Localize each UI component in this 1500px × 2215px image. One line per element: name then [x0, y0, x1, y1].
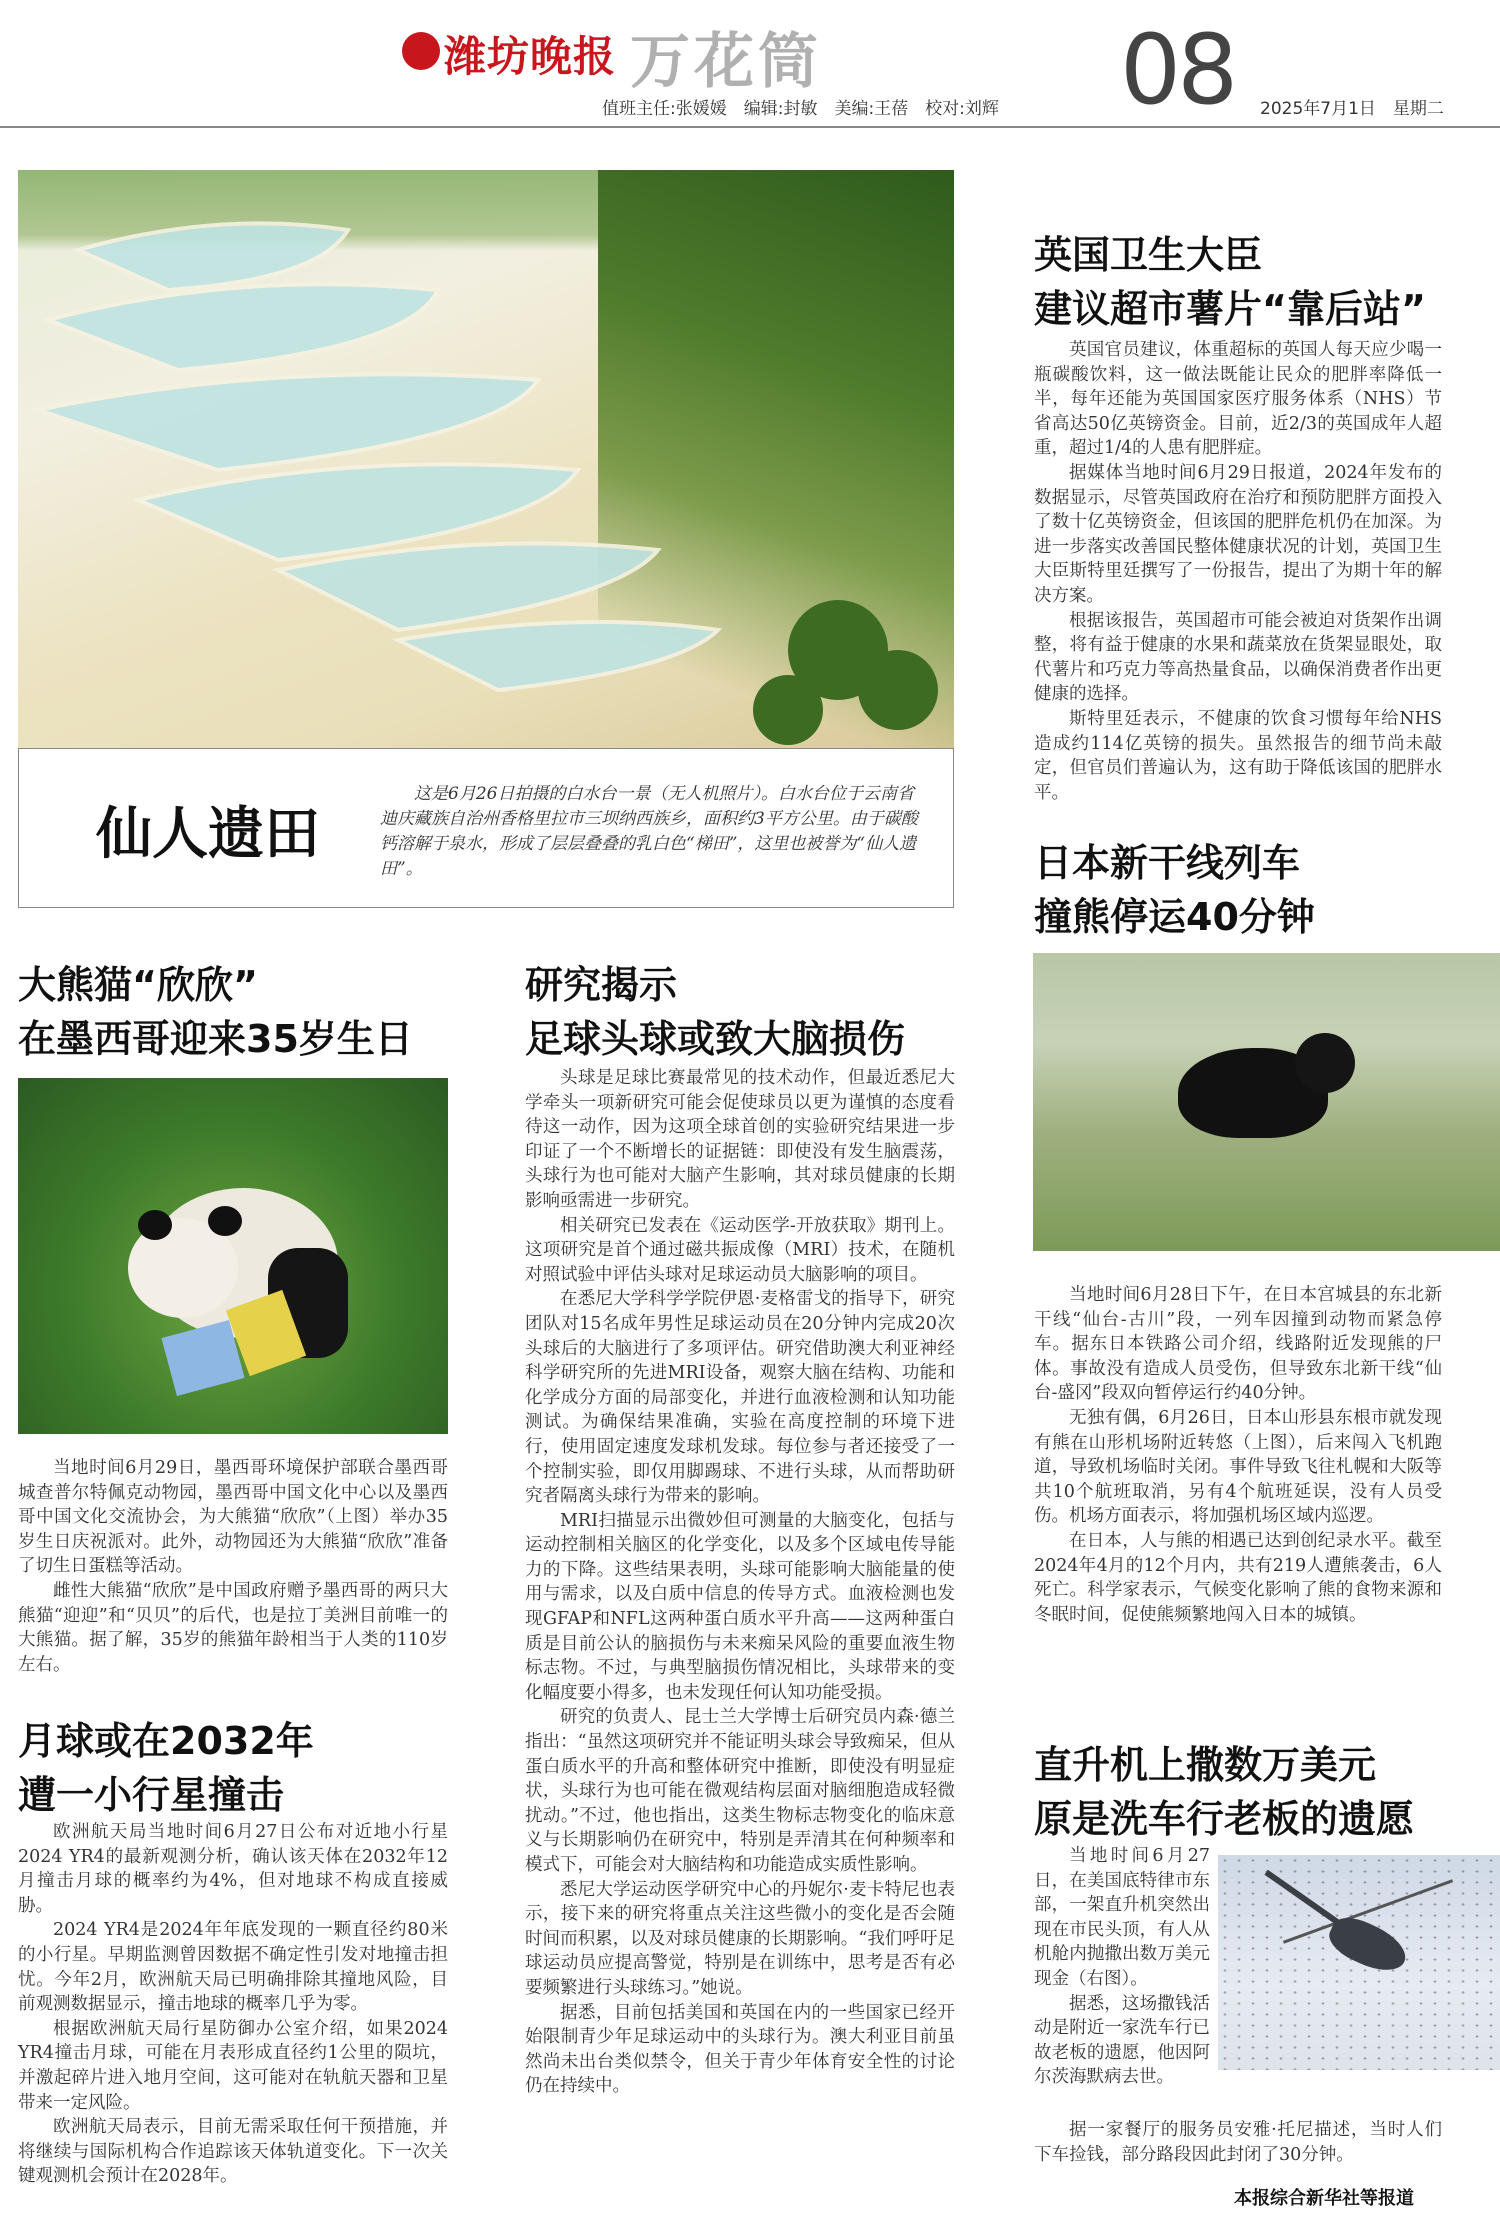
section-title: 万花筒 [630, 27, 822, 97]
chips-headline-2: 建议超市薯片“靠后站” [1034, 287, 1426, 331]
bear-headline-1: 日本新干线列车 [1034, 841, 1301, 885]
paragraph: 当地时间6月28日下午，在日本宫城县的东北新干线“仙台-古川”段，一列车因撞到动物而紧急停车。据东日本铁路公司介绍，线路附近发现熊的尸体。事故没有造成人员受伤，但导致东北新干线“仙台-盛冈”段双向暂停运行约40分钟。 [1034, 1285, 1442, 1404]
paragraph: 欧洲航天局表示，目前无需采取任何干预措施，并将继续与国际机构合作追踪该天体轨道变化。下一次关键观测机会预计在2028年。 [18, 2117, 448, 2187]
paragraph: 在悉尼大学科学学院伊恩·麦格雷戈的指导下，研究团队对15名成年男性足球运动员在20分钟内完成20次头球后的大脑进行了多项评估。研究借助澳大利亚神经科学研究所的先进MRI设备，观察大脑在结构、功能和化学成分方面的局部变化，并进行血液检测和认知功能测试。为确保结果准确，实验在高度控制的环境下进行，使用固定速度发球机发球。每位参与者还接受了一个控制实验，即仅用脚踢球、不进行头球，从而帮助研究者隔离头球行为带来的影响。 [525, 1289, 955, 1507]
paragraph: 据悉，目前包括美国和英国在内的一些国家已经开始限制青少年足球运动中的头球行为。澳大利亚目前虽然尚未出台类似禁令，但关于青少年体育安全性的讨论仍在持续中。 [525, 2002, 955, 2097]
feature-caption: 这是6月26日拍摄的白水台一景（无人机照片）。白水台位于云南省迪庆藏族自治州香格里拉市三坝纳西族乡，面积约3平方公里。由于碳酸钙溶解于泉水，形成了层层叠叠的乳白色“梯田”，这里也被誉为“仙人遗田”。 [380, 784, 918, 879]
paragraph: 研究的负责人、昆士兰大学博士后研究员内森·德兰指出：“虽然这项研究并不能证明头球会导致痴呆，但从蛋白质水平的升高和整体研究中推断，即使没有明显症状，头球行为也可能在微观结构层面对脑细胞造成轻微扰动。”不过，他也指出，这类生物标志物变化的临床意义与长期影响仍在研究中，特别是弄清其在何种频率和模式下，可能会对大脑结构和功能造成实质性影响。 [525, 1707, 955, 1875]
bear-headline-2: 撞熊停运40分钟 [1034, 895, 1315, 939]
paragraph: 据一家餐厅的服务员安雅·托尼描述，当时人们下车捡钱，部分路段因此封闭了30分钟。 [1034, 2120, 1442, 2165]
terraces-photo [18, 170, 954, 748]
paragraph: 根据欧洲航天局行星防御办公室介绍，如果2024 YR4撞击月球，可能在月表形成直径约1公里的陨坑，并激起碎片进入地月空间，这可能对在轨航天器和卫星带来一定风险。 [18, 2018, 448, 2113]
paragraph: 欧洲航天局当地时间6月27日公布对近地小行星2024 YR4的最新观测分析，确认该天体在2032年12月撞击月球的概率约为4%，但对地球不构成直接威胁。 [18, 1822, 448, 1916]
panda-headline-2: 在墨西哥迎来35岁生日 [18, 1017, 413, 1061]
paragraph: 当地时间6月27日，在美国底特律市东部，一架直升机突然出现在市民头顶，有人从机舱内抛撒出数万美元现金（右图）。 [1034, 1846, 1210, 1989]
helicopter-photo [1218, 1855, 1500, 2070]
newspaper-name: 潍坊晚报 [444, 32, 617, 81]
asteroid-headline-1: 月球或在2032年 [18, 1719, 314, 1763]
panda-headline-1: 大熊猫“欣欣” [18, 963, 258, 1007]
header-divider [0, 126, 1500, 128]
page-number: 08 [1120, 14, 1235, 126]
paragraph: 无独有偶，6月26日，日本山形县东根市就发现有熊在山形机场附近转悠（上图），后来闯入飞机跑道，导致机场临时关闭。事件导致飞往札幌和大阪等共10个航班取消，另有4个航班延误，没有人员受伤。机场方面表示，将加强机场区域内巡逻。 [1034, 1407, 1442, 1527]
bear-photo [1033, 953, 1500, 1251]
paragraph: 据媒体当地时间6月29日报道，2024年发布的数据显示，尽管英国政府在治疗和预防肥胖方面投入了数十亿英镑资金，但该国的肥胖危机仍在加深。为进一步落实改善国民整体健康状况的计划，英国卫生大臣斯特里廷撰写了一份报告，提出了为期十年的解决方案。 [1034, 462, 1442, 606]
heli-article-body-wide [1034, 2118, 1442, 2167]
bear-article-body [1034, 1283, 1442, 1627]
staff-credits: 值班主任:张媛媛 编辑:封敏 美编:王蓓 校对:刘辉 [602, 99, 999, 119]
football-article-body [525, 1066, 955, 2099]
paragraph: 雌性大熊猫“欣欣”是中国政府赠予墨西哥的两只大熊猫“迎迎”和“贝贝”的后代，也是拉丁美洲目前唯一的大熊猫。据了解，35岁的熊猫年龄相当于人类的110岁左右。 [18, 1580, 448, 1675]
football-headline-1: 研究揭示 [525, 963, 678, 1007]
paragraph: 当地时间6月29日，墨西哥环境保护部联合墨西哥城查普尔特佩克动物园，墨西哥中国文化中心以及墨西哥中国文化交流协会，为大熊猫“欣欣”（上图）举办35岁生日庆祝派对。此外，动物园还为大熊猫“欣欣”准备了切生日蛋糕等活动。 [18, 1458, 448, 1577]
paragraph: 英国官员建议，体重超标的英国人每天应少喝一瓶碳酸饮料，这一做法既能让民众的肥胖率降低一半，每年还能为英国国家医疗服务体系（NHS）节省高达50亿英镑资金。目前，近2/3的英国成年人超重，超过1/4的人患有肥胖症。 [1034, 340, 1442, 459]
paragraph: 头球是足球比赛最常见的技术动作，但最近悉尼大学牵头一项新研究可能会促使球员以更为谨慎的态度看待这一动作，因为这项全球首创的实验研究结果进一步印证了一个不断增长的证据链：即使没有发生脑震荡，头球行为也可能对大脑产生影响，其对球员健康的长期影响亟需进一步研究。 [525, 1068, 955, 1211]
heli-headline-1: 直升机上撒数万美元 [1034, 1743, 1377, 1787]
panda-photo [18, 1078, 448, 1434]
issue-date: 2025年7月1日 星期二 [1260, 99, 1444, 119]
panda-article-body [18, 1456, 448, 1677]
paragraph: 在日本，人与熊的相遇已达到创纪录水平。截至2024年4月的12个月内，共有219人遭熊袭击，6人死亡。科学家表示，气候变化影响了熊的食物来源和冬眠时间，促使熊频繁地闯入日本的城镇。 [1034, 1530, 1442, 1625]
paragraph: 相关研究已发表在《运动医学-开放获取》期刊上。这项研究是首个通过磁共振成像（MRI）技术，在随机对照试验中评估头球对足球运动员大脑影响的项目。 [525, 1215, 955, 1285]
feature-title: 仙人遗田 [96, 802, 320, 867]
chips-article-body [1034, 338, 1442, 805]
asteroid-headline-2: 遭一小行星撞击 [18, 1773, 285, 1817]
asteroid-article-body [18, 1820, 448, 2189]
chips-headline-1: 英国卫生大臣 [1034, 233, 1263, 277]
paragraph: 2024 YR4是2024年年底发现的一颗直径约80米的小行星。早期监测曾因数据不确定性引发对地撞击担忧。今年2月，欧洲航天局已明确排除其撞地风险，目前观测数据显示，撞击地球的概率几乎为零。 [18, 1920, 448, 2015]
newspaper-logo-icon [402, 32, 440, 70]
heli-headline-2: 原是洗车行老板的遗愿 [1034, 1797, 1415, 1841]
paragraph: 斯特里廷表示，不健康的饮食习惯每年给NHS造成约114亿英镑的损失。虽然报告的细节尚未敲定，但官员们普遍认为，这有助于降低该国的肥胖水平。 [1034, 708, 1442, 803]
source-credit: 本报综合新华社等报道 [1234, 2188, 1414, 2209]
paragraph: 悉尼大学运动医学研究中心的丹妮尔·麦卡特尼也表示，接下来的研究将重点关注这些微小的变化是否会随时间而积累，以及对球员健康的长期影响。“我们呼吁足球运动员应提高警觉，特别是在训练中，思考是否有必要频繁进行头球练习。”她说。 [525, 1879, 955, 1998]
heli-article-body-narrow [1034, 1844, 1210, 2090]
football-headline-2: 足球头球或致大脑损伤 [525, 1017, 906, 1061]
paragraph: MRI扫描显示出微妙但可测量的大脑变化，包括与运动控制相关脑区的化学变化，以及多个区域电传导能力的下降。这些结果表明，头球可能影响大脑能量的使用与需求，以及白质中信息的传导方式。血液检测也发现GFAP和NFL这两种蛋白质水平升高——这两种蛋白质是目前公认的脑损伤与未来痴呆风险的重要血液生物标志物。不过，与典型脑损伤情况相比，头球带来的变化幅度要小得多，也未发现任何认知功能受损。 [525, 1510, 955, 1703]
paragraph: 据悉，这场撒钱活动是附近一家洗车行已故老板的遗愿，他因阿尔茨海默病去世。 [1034, 1993, 1210, 2088]
paragraph: 根据该报告，英国超市可能会被迫对货架作出调整，将有益于健康的水果和蔬菜放在货架显眼处，取代薯片和巧克力等高热量食品，以确保消费者作出更健康的选择。 [1034, 610, 1442, 705]
